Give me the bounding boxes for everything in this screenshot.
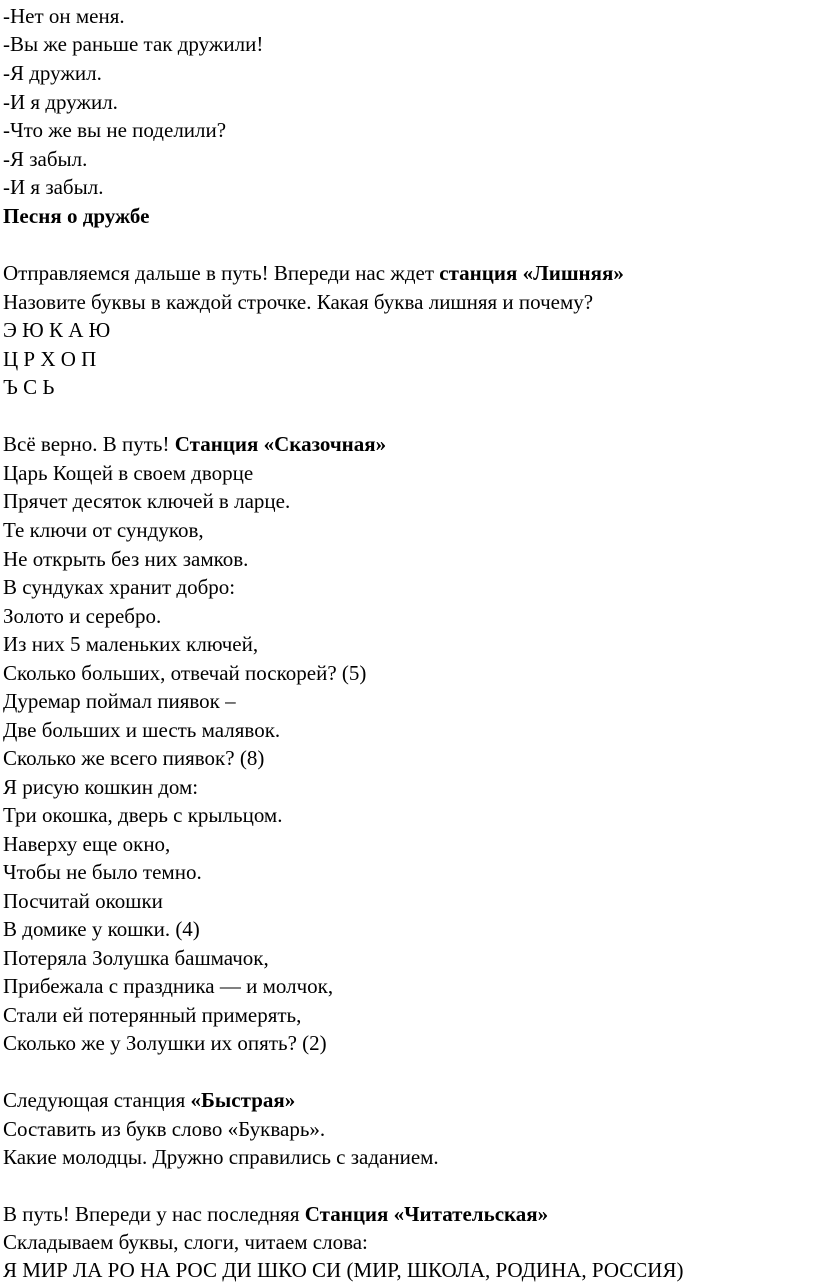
poem-line: Наверху еще окно,: [3, 832, 171, 856]
letter-row: Э Ю К А Ю: [3, 318, 111, 342]
station-name: «Быстрая»: [190, 1088, 296, 1112]
poem-line: Я рисую кошкин дом:: [3, 775, 199, 799]
dialog-line: -И я дружил.: [3, 90, 118, 114]
dialog-line: -Я дружил.: [3, 61, 102, 85]
poem-line: Золото и серебро.: [3, 604, 162, 628]
poem-line: Посчитай окошки: [3, 889, 163, 913]
poem-line: Прячет десяток ключей в ларце.: [3, 489, 291, 513]
dialog-line: -Что же вы не поделили?: [3, 118, 227, 142]
poem-line: Сколько же всего пиявок? (8): [3, 746, 265, 770]
poem-line: Те ключи от сундуков,: [3, 518, 204, 542]
poem-line: Три окошка, дверь с крыльцом.: [3, 803, 283, 827]
song-heading: Песня о дружбе: [3, 204, 150, 228]
station-text: Какие молодцы. Дружно справились с заданием.: [3, 1145, 439, 1169]
station-text: Я МИР ЛА РО НА РОС ДИ ШКО СИ (МИР, ШКОЛА, РОДИНА, РОССИЯ): [3, 1258, 684, 1282]
poem-line: Потеряла Золушка башмачок,: [3, 946, 269, 970]
station-name: Станция «Сказочная»: [174, 432, 387, 456]
poem-line: Сколько больших, отвечай поскорей? (5): [3, 661, 367, 685]
poem-line: Царь Кощей в своем дворце: [3, 461, 254, 485]
poem-line: Две больших и шесть малявок.: [3, 718, 281, 742]
station-lishnyaya-intro: Отправляемся дальше в путь! Впереди нас ждет станция «Лишняя»: [3, 261, 624, 285]
poem-line: В домике у кошки. (4): [3, 917, 200, 941]
station-text: Складываем буквы, слоги, читаем слова:: [3, 1230, 368, 1254]
station-name: Станция «Читательская»: [304, 1202, 549, 1226]
letter-row: Ц Р Х О П: [3, 347, 97, 371]
station-text: Составить из букв слово «Букварь».: [3, 1117, 326, 1141]
poem-line: Из них 5 маленьких ключей,: [3, 632, 259, 656]
station-chitatelskaya-intro: В путь! Впереди у нас последняя Станция «Читательская»: [3, 1202, 549, 1226]
poem-line: Чтобы не было темно.: [3, 860, 202, 884]
station-skazochnaya-intro: Всё верно. В путь! Станция «Сказочная»: [3, 432, 387, 456]
poem-line: В сундуках хранит добро:: [3, 575, 236, 599]
station-bystraya-intro: Следующая станция «Быстрая»: [3, 1088, 296, 1112]
station-task: Назовите буквы в каждой строчке. Какая буква лишняя и почему?: [3, 290, 594, 314]
dialog-line: -Вы же раньше так дружили!: [3, 32, 264, 56]
dialog-line: -Нет он меня.: [3, 4, 125, 28]
station-name: станция «Лишняя»: [439, 261, 624, 285]
dialog-line: -И я забыл.: [3, 175, 104, 199]
poem-line: Прибежала с праздника — и молчок,: [3, 974, 334, 998]
poem-line: Дуремар поймал пиявок –: [3, 689, 236, 713]
letter-row: Ъ С Ь: [3, 375, 55, 399]
dialog-line: -Я забыл.: [3, 147, 88, 171]
poem-line: Стали ей потерянный примерять,: [3, 1003, 302, 1027]
poem-line: Не открыть без них замков.: [3, 547, 249, 571]
poem-line: Сколько же у Золушки их опять? (2): [3, 1031, 327, 1055]
